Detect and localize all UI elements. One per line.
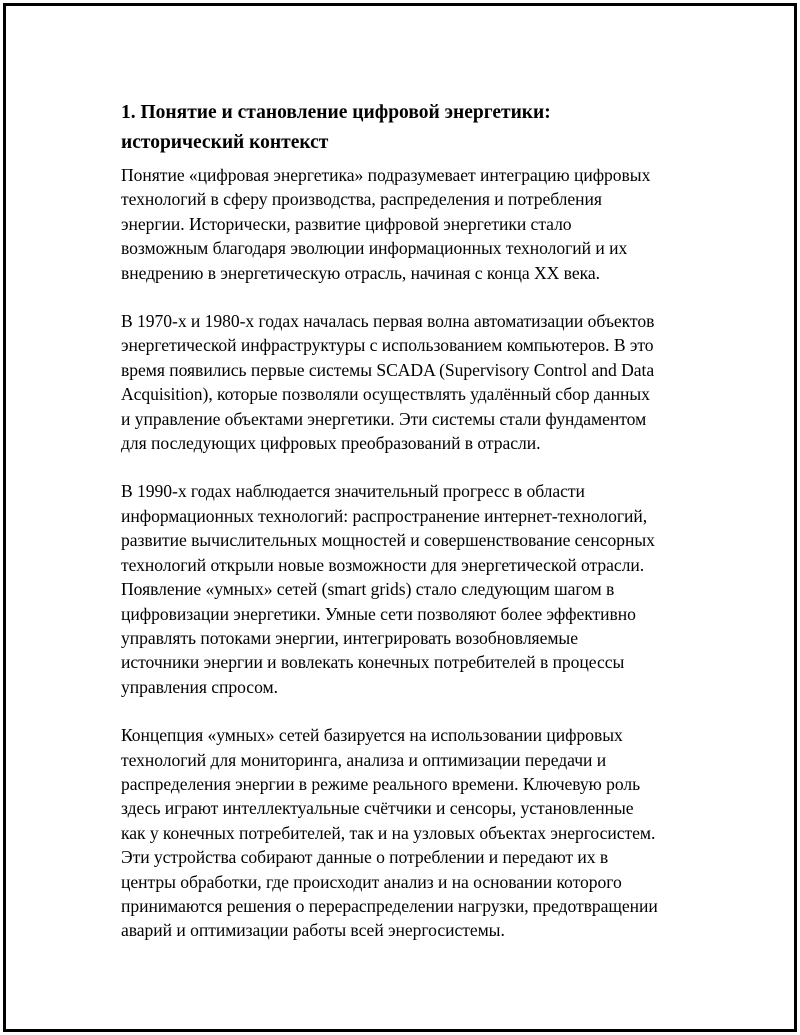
text-line: развитие вычислительных мощностей и совершенствование сенсорных	[121, 530, 655, 551]
text-line: управления спросом.	[121, 676, 278, 697]
page-frame	[3, 3, 797, 1032]
text-line: энергетической инфраструктуры с использованием компьютеров. В это	[121, 335, 654, 356]
text-line: для последующих цифровых преобразований в отрасли.	[121, 433, 541, 454]
text-line: В 1970-х и 1980-х годах началась первая волна автоматизации объектов	[121, 311, 655, 332]
heading-line: исторический контекст	[121, 132, 329, 153]
text-line: технологий открыли новые возможности для энергетической отрасли.	[121, 554, 645, 575]
text-line: время появились первые системы SCADA (Supervisory Control and Data	[121, 359, 655, 380]
text-line: технологий для мониторинга, анализа и оптимизации передачи и	[121, 749, 607, 770]
document-body	[121, 98, 691, 967]
text-line: центры обработки, где происходит анализ и на основании которого	[121, 871, 622, 892]
text-line: В 1990-х годах наблюдается значительный прогресс в области	[121, 481, 585, 502]
text-line: Появление «умных» сетей (smart grids) стало следующим шагом в	[121, 579, 615, 600]
text-line: принимаются решения о перераспределении нагрузки, предотвращении	[121, 895, 658, 916]
text-line: Концепция «умных» сетей базируется на использовании цифровых	[121, 725, 623, 746]
text-line: технологий в сферу производства, распределения и потребления	[121, 189, 602, 210]
text-line: как у конечных потребителей, так и на узловых объектах энергосистем.	[121, 822, 656, 843]
text-line: здесь играют интеллектуальные счётчики и сенсоры, установленные	[121, 798, 634, 819]
text-line: возможным благодаря эволюции информационных технологий и их	[121, 238, 628, 259]
paragraph-scada	[121, 309, 691, 455]
text-line: Понятие «цифровая энергетика» подразумевает интеграцию цифровых	[121, 165, 651, 185]
paragraph-definition	[121, 163, 691, 285]
paragraph-smart-grids	[121, 479, 691, 699]
text-line: энергии. Исторически, развитие цифровой энергетики стало	[121, 213, 572, 234]
heading-line: 1. Понятие и становление цифровой энергетики:	[121, 102, 551, 123]
text-line: Эти устройства собирают данные о потреблении и передают их в	[121, 847, 609, 868]
text-line: и управление объектами энергетики. Эти системы стали фундаментом	[121, 408, 647, 429]
text-line: внедрению в энергетическую отрасль, начиная с конца XX века.	[121, 262, 600, 283]
text-line: информационных технологий: распространение интернет-технологий,	[121, 505, 648, 526]
text-line: цифровизации энергетики. Умные сети позволяют более эффективно	[121, 603, 636, 624]
section-heading	[121, 98, 691, 158]
paragraph-concept	[121, 723, 691, 943]
text-line: распределения энергии в режиме реального времени. Ключевую роль	[121, 773, 641, 794]
text-line: Acquisition), которые позволяли осуществлять удалённый сбор данных	[121, 384, 650, 405]
text-line: источники энергии и вовлекать конечных потребителей в процессы	[121, 652, 625, 673]
text-line: аварий и оптимизации работы всей энергосистемы.	[121, 920, 505, 941]
text-line: управлять потоками энергии, интегрировать возобновляемые	[121, 627, 578, 648]
